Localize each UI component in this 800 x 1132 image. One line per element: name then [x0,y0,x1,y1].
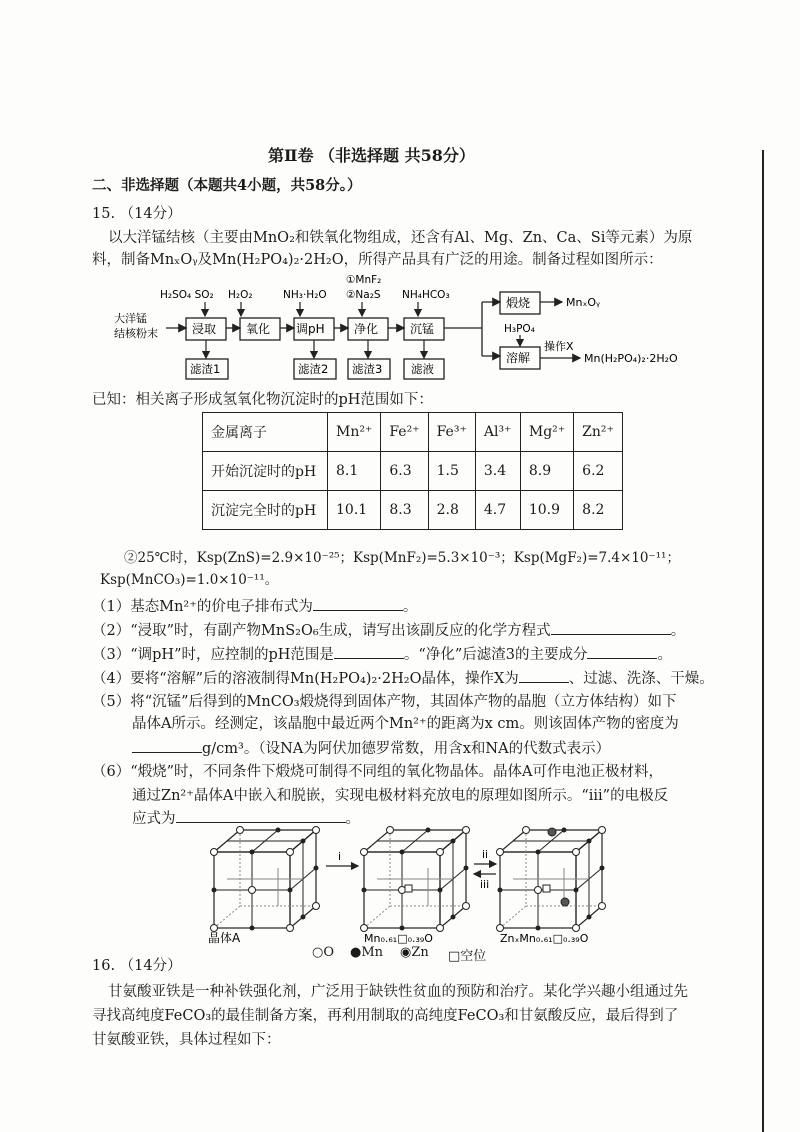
table-cell: Mg²⁺ [520,413,573,452]
reagent-mnf2: ①MnF₂ [346,274,382,286]
table-cell: 8.2 [574,491,623,530]
question-2-text: （2）“浸取”时，有副产物MnS₂O₆生成，请写出该副反应的化学方程式 [92,623,551,639]
table-cell: 6.3 [381,452,428,491]
arrow-label-i: i [338,850,342,863]
table-cell: 3.4 [475,452,520,491]
legend-vacancy: □空位 [448,949,487,964]
step-adjust-ph: 调pH [296,322,325,336]
table-cell: Fe³⁺ [428,413,475,452]
step-purify: 净化 [354,322,379,336]
table-cell: 2.8 [428,491,475,530]
question-6-line-1: （6）“煅烧”时，不同条件下煅烧可制得不同组的氧化物晶体。晶体A可作电池正极材料， [92,764,664,780]
question-5-line-2: 晶体A所示。经测定，该晶胞中最近两个Mn²⁺的距离为x cm。则该固体产物的密度为 [132,716,679,732]
arrow-label-ii: ii [482,848,489,861]
product-oxide: MnₓOᵧ [566,296,601,309]
question-2-end: 。 [670,623,686,639]
table-cell: Zn²⁺ [574,413,623,452]
reagent-ph: NH₃·H₂O [283,289,327,301]
filtrate: 滤液 [411,362,434,376]
table-row [203,413,623,452]
step-calcine: 煅烧 [506,296,531,310]
reagent-h3po4: H₃PO₄ [504,323,535,335]
known-intro: 已知：相关离子形成氢氧化物沉淀时的pH范围如下： [92,392,433,408]
question-1 [92,596,417,617]
raw-material-1: 大洋锰 [114,312,147,325]
table-row [203,491,623,530]
table-cell: Mn²⁺ [328,413,381,452]
residue-3: 滤渣3 [352,362,383,376]
q15-intro-2: 料，制备MnₓOᵧ及Mn(H₂PO₄)₂·2H₂O，所得产品具有广泛的用途。制备过程如图所示： [92,252,663,268]
answer-blank[interactable] [313,596,403,611]
table-cell: 10.1 [328,491,381,530]
question-3 [92,644,672,665]
question-3-end: 。 [657,647,672,663]
residue-2: 滤渣2 [298,362,329,376]
question-4-text-b: 、过滤、洗涤、干燥。 [568,671,714,687]
table-cell: Fe²⁺ [381,413,428,452]
ksp-line-1: ②25℃时，Ksp(ZnS)=2.9×10⁻²⁵；Ksp(MnF₂)=5.3×10⁻³；Ksp(MgF₂)=7.4×10⁻¹¹； [124,550,680,566]
table-cell: 开始沉淀时的pH [203,452,328,491]
q16-line-1: 甘氨酸亚铁是一种补铁强化剂，广泛用于缺铁性贫血的预防和治疗。某化学兴趣小组通过先 [108,984,688,1000]
question-1-end: 。 [402,599,418,615]
q16-line-3: 甘氨酸亚铁，具体过程如下： [92,1032,281,1048]
reagent-leach: H₂SO₄ SO₂ [160,289,214,301]
reagent-oxidize: H₂O₂ [228,289,253,301]
legend-zinc: ◉Zn [400,945,429,960]
table-cell: 8.9 [520,452,573,491]
question-4 [92,668,714,689]
table-cell: 金属离子 [203,413,328,452]
answer-blank[interactable] [132,738,202,753]
step-oxidize: 氧化 [246,322,271,336]
question-5-text-c: g/cm³。（设NA为阿伏加德罗常数，用含x和NA的代数式表示） [202,741,611,757]
crystal-a-label: 晶体A [208,931,241,945]
question-5-line-3 [132,738,610,759]
raw-material-2: 结核粉末 [114,327,158,340]
step-leach: 浸取 [192,322,217,336]
question-6-line-2: 通过Zn²⁺晶体A中嵌入和脱嵌，实现电极材料充放电的原理如图所示。“iii”的电极反 [132,788,669,804]
step-precipitate: 沉锰 [410,322,435,336]
crystal-diagram [200,820,640,945]
question-4-text-a: （4）要将“溶解”后的溶液制得Mn(H₂PO₄)₂·2H₂O晶体，操作X为 [92,671,519,687]
answer-blank[interactable] [519,668,569,683]
legend-manganese: ●Mn [350,945,384,960]
table-cell: 10.9 [520,491,573,530]
step-dissolve: 溶解 [506,351,531,365]
reagent-nh4hco3: NH₄HCO₃ [402,289,450,301]
question-3-text-b: 。“净化”后滤渣3的主要成分 [403,647,588,663]
table-cell: 6.2 [574,452,623,491]
answer-blank[interactable] [551,620,671,635]
arrow-label-iii: iii [480,878,490,891]
table-cell: 1.5 [428,452,475,491]
section-title: 二、非选择题（本题共4小题，共58分。） [92,177,362,194]
question-2 [92,620,685,641]
residue-1: 滤渣1 [190,362,221,376]
table-cell: Al³⁺ [475,413,520,452]
question-3-text-a: （3）“调pH”时，应控制的pH范围是 [92,647,334,663]
part-header: 第Ⅱ卷 （非选择题 共58分） [268,146,475,165]
table-cell: 8.3 [381,491,428,530]
operation-x: 操作X [544,340,574,353]
reagent-na2s: ②Na₂S [346,289,381,301]
question-6-text-c: 应式为 [132,811,176,827]
question-1-text: （1）基态Mn²⁺的价电子排布式为 [92,599,313,615]
question-6-end: 。 [345,811,360,827]
table-row [203,452,623,491]
product-phosphate: Mn(H₂PO₄)₂·2H₂O [584,352,678,365]
question-5-line-1: （5）将“沉锰”后得到的MnCO₃煅烧得到固体产物，其固体产物的晶胞（立方体结构）如下 [92,694,677,710]
table-cell: 沉淀完全时的pH [203,491,328,530]
crystal-c-label: ZnₓMn₀.₆₁□₀.₃₉O [500,932,589,945]
legend-oxygen: ○O [312,945,335,960]
ksp-line-2: Ksp(MnCO₃)=1.0×10⁻¹¹。 [100,572,279,588]
q16-line-2: 寻找高纯度FeCO₃的最佳制备方案，再利用制取的高纯度FeCO₃和甘氨酸反应，最后得到了 [92,1008,679,1024]
margin-line [762,150,764,1132]
answer-blank[interactable] [334,644,404,659]
crystal-b-label: Mn₀.₆₁□₀.₃₉O [364,932,433,945]
table-cell: 4.7 [475,491,520,530]
q15-number: 15. （14分） [92,206,182,222]
q16-number: 16. （14分） [92,958,182,974]
process-flowchart [110,270,730,382]
q15-intro-1: 以大洋锰结核（主要由MnO₂和铁氧化物组成，还含有Al、Mg、Zn、Ca、Si等元素）为原 [108,230,693,246]
answer-blank[interactable] [587,644,657,659]
table-cell: 8.1 [328,452,381,491]
ph-table [202,412,623,530]
